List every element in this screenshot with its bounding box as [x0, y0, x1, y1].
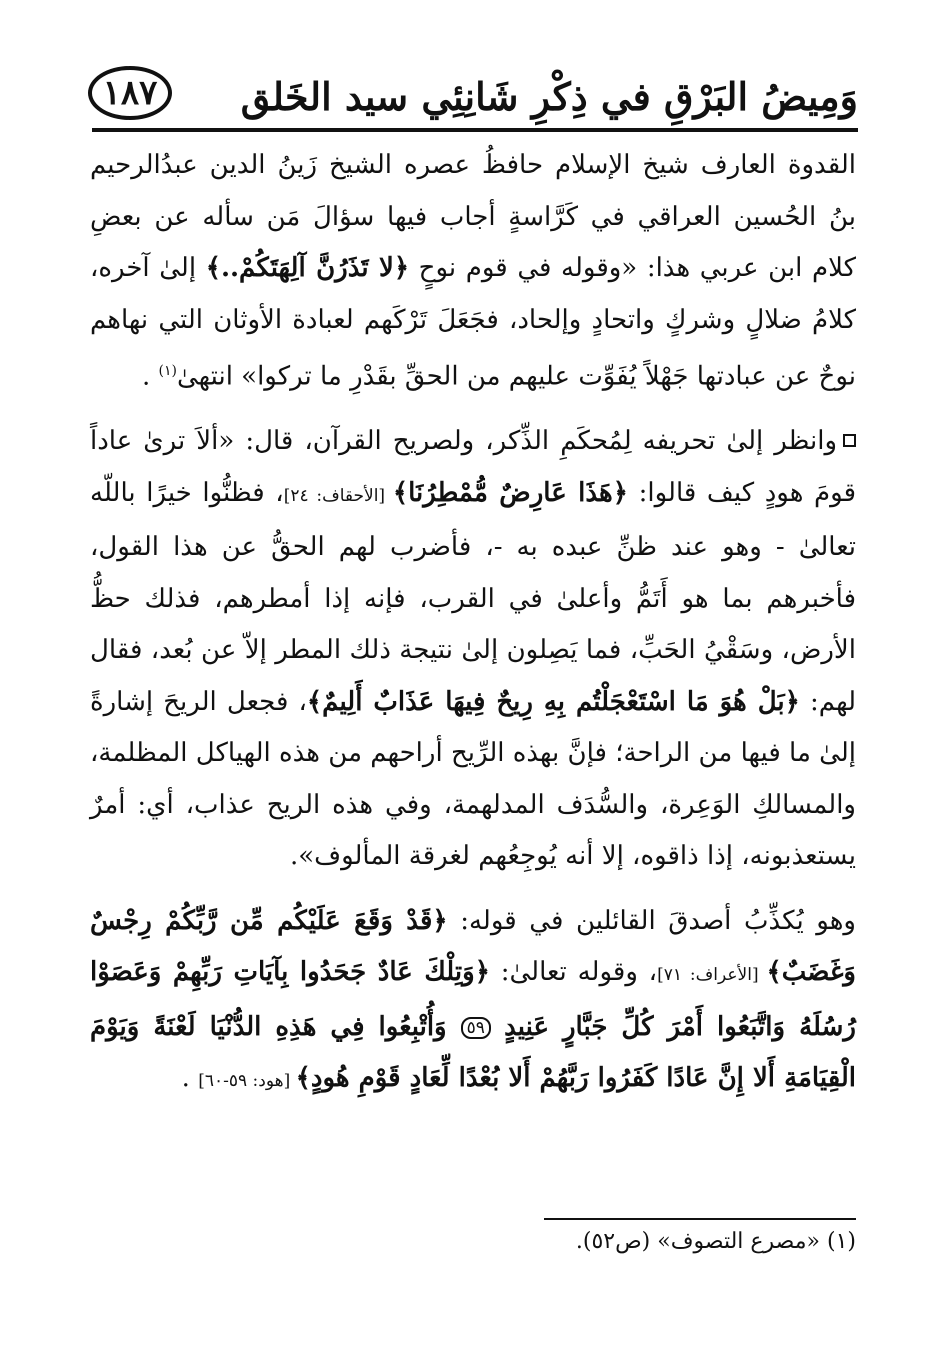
p2-text-2: ، فظنُّوا خيرًا باللّه تعالىٰ - وهو عند ظنِّ عبده به -، فأضرب لهم الحقُّ عن هذا القول، فأخبرهم بما هو أَتَمُّ وأعلىٰ في القرب، فإنه إذا أمطرهم، فذلك حظُّ الأرض، وسَقْيُ الحَبِّ، فما يَصِلون إلىٰ نتيجة ذلك المطر إلاّ عن بُعد، فقال لهم:	[90, 477, 856, 717]
paragraph-marker-icon	[843, 434, 856, 447]
quran-quote: ﴿بَلْ هُوَ مَا اسْتَعْجَلْتُم بِهِ رِيحٌ فِيهَا عَذَابٌ أَلِيمٌ﴾	[306, 686, 800, 717]
p3-text-2: ، وقوله تعالىٰ:	[489, 957, 658, 988]
p2-text-1: وانظر إلىٰ تحريفه لِمُحكَمِ الذِّكر، ولصريح القرآن، قال: «ألاَ ترىٰ عاداً قومَ هودٍ كيف قالوا:	[90, 426, 857, 508]
page-number-badge	[88, 66, 172, 120]
p1-text-2: إلىٰ آخره، كلامُ ضلالٍ وشركٍ واتحادٍ وإلحاد، فجَعَلَ تَرْكَهم لعبادة الأوثان التي نهاهم نوحٌ عن عبادتها جَهْلاً يُفَوِّت عليهم من الحقِّ بقَدْرِ ما تركوا» انتهىٰ	[90, 253, 856, 392]
verse-citation: [الأعراف: ٧١]	[657, 965, 767, 986]
body-text	[90, 140, 856, 1108]
p3-text-3: .	[181, 1063, 199, 1094]
paragraph-1	[90, 140, 856, 403]
quran-quote: ﴿وَتِلْكَ عَادٌ جَحَدُوا بِآيَاتِ رَبِّهِمْ وَعَصَوْا رُسُلَهُ وَاتَّبَعُوا أَمْرَ كُلِّ جَبَّارٍ عَنِيدٍ	[90, 957, 856, 1042]
quran-quote: وَأُتْبِعُوا فِي هَذِهِ الدُّنْيَا لَعْنَةً وَيَوْمَ الْقِيَامَةِ أَلا إِنَّ عَادًا كَفَرُوا رَبَّهُمْ أَلا بُعْدًا لِّعَادٍ قَوْمِ هُودٍ﴾	[90, 1011, 856, 1094]
page-header	[88, 58, 858, 128]
footnote-rule	[544, 1218, 856, 1220]
paragraph-3	[90, 896, 856, 1108]
ayah-number-icon: ٥٩	[461, 1017, 491, 1039]
paragraph-2	[90, 416, 856, 883]
footnote-ref: (١)	[158, 363, 177, 379]
p3-text-1: وهو يُكذِّبُ أصدقَ القائلين في قوله:	[447, 905, 856, 936]
p1-text-3: .	[141, 361, 159, 392]
verse-citation: [الأحقاف: ٢٤]	[283, 485, 393, 506]
quran-quote: ﴿قَدْ وَقَعَ عَلَيْكُم مِّن رَّبِّكُمْ رِجْسٌ وَغَضَبٌ﴾	[90, 905, 856, 988]
quran-quote: ﴿هَذَا عَارِضٌ مُّمْطِرُنَا﴾	[392, 477, 628, 508]
footnote: (١) «مصرع التصوف» (ص٥٢).	[575, 1229, 856, 1254]
page-number: ١٨٧	[102, 73, 158, 113]
running-title: وَمِيضُ البَرْقِ في ذِكْرِ شَانِئِي سيد الخَلق	[240, 74, 858, 119]
header-rule	[92, 128, 858, 132]
p2-text-3: ، فجعل الريحَ إشارةً إلىٰ ما فيها من الراحة؛ فإنَّ بهذه الرِّيح أراحهم من هذه الهياكل المظلمة، والمسالكِ الوَعِرة، والسُّدَف المدلهمة، وفي هذه الريح عذاب، أي: أمرٌ يستعذبونه، إذا ذاقوه، إلا أنه يُوجِعُهم لغرقة المألوف».	[90, 686, 856, 872]
quran-quote: ﴿لا تَذَرُنَّ آلِهَتَكُمْ..﴾	[205, 253, 410, 283]
p1-text-1: القدوة العارف شيخ الإسلام حافظُ عصره الشيخ زَينُ الدين عبدُالرحيم بنُ الحُسين العراقي في كَرَّاسةٍ أجاب فيها سؤالَ مَن سأله عن بعضِ كلام ابن عربي هذا: «وقوله في قوم نوحٍ	[90, 150, 856, 283]
verse-citation: [هود: ٥٩-٦٠]	[198, 1071, 296, 1092]
